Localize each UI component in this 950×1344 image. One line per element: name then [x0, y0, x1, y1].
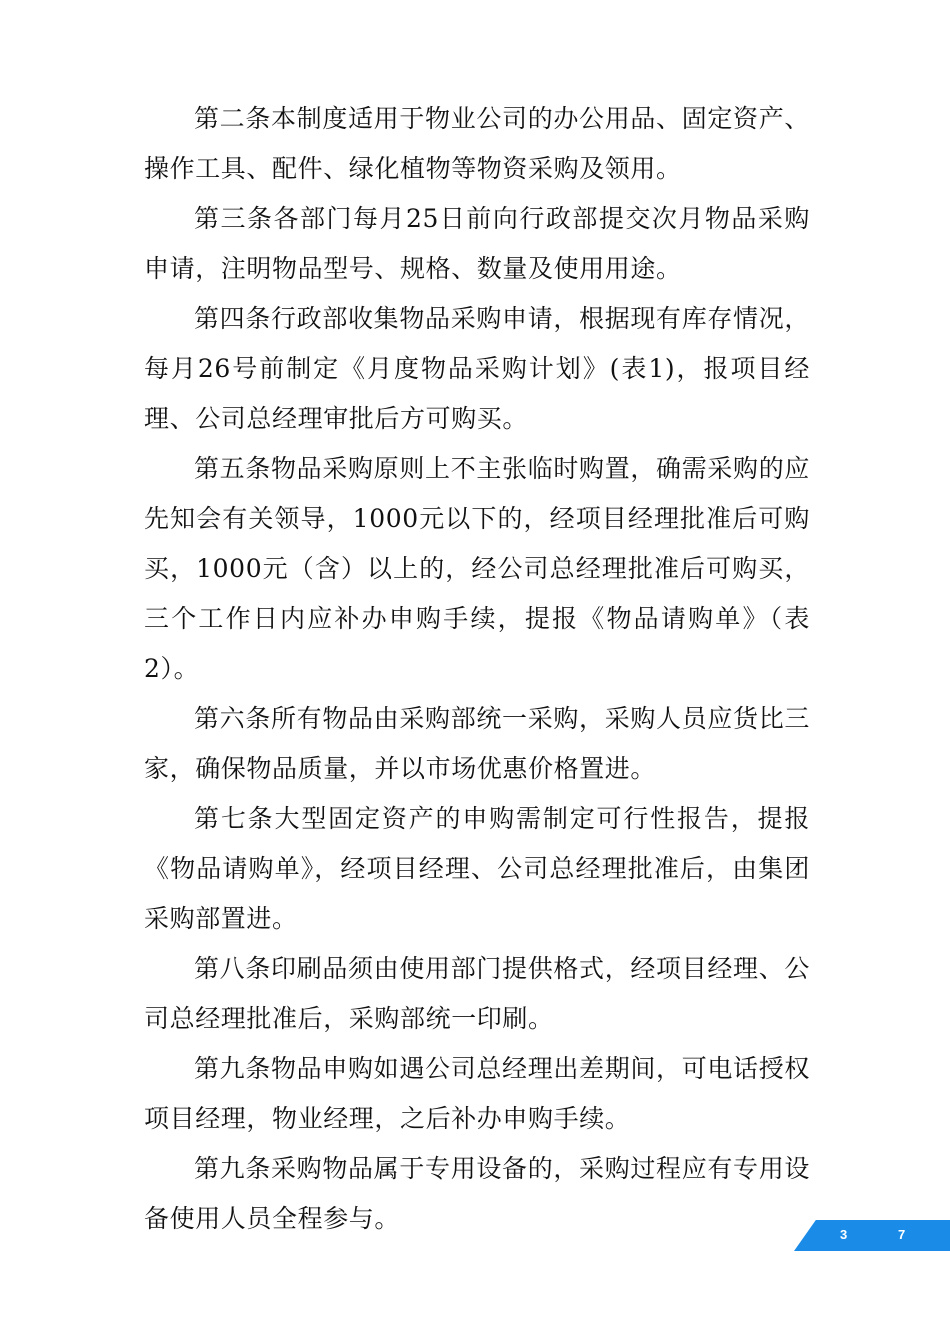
paragraph-article-2: 第二条本制度适用于物业公司的办公用品、固定资产、操作工具、配件、绿化植物等物资采购及领用。	[144, 104, 810, 183]
paragraph-article-6: 第六条所有物品由采购部统一采购，采购人员应货比三家，确保物品质量，并以市场优惠价格置进。	[144, 704, 810, 783]
paragraph-article-3: 第三条各部门每月25日前向行政部提交次月物品采购申请，注明物品型号、规格、数量及使用用途。	[144, 204, 810, 283]
paragraph-article-8: 第八条印刷品须由使用部门提供格式，经项目经理、公司总经理批准后，采购部统一印刷。	[144, 954, 810, 1033]
page-number-tab	[794, 1220, 950, 1251]
page-number-current: 3	[840, 1227, 848, 1242]
paragraph-article-5: 第五条物品采购原则上不主张临时购置，确需采购的应先知会有关领导，1000元以下的，经项目经理批准后可购买，1000元（含）以上的，经公司总经理批准后可购买，三个工作日内应补办申购手续，提报《物品请购单》（表2）。	[144, 454, 810, 683]
paragraph-article-4: 第四条行政部收集物品采购申请，根据现有库存情况，每月26号前制定《月度物品采购计划》(表1)，报项目经理、公司总经理审批后方可购买。	[144, 304, 810, 433]
page-number-total: 7	[898, 1227, 906, 1242]
paragraph-article-9a: 第九条物品申购如遇公司总经理出差期间，可电话授权项目经理，物业经理，之后补办申购手续。	[144, 1054, 810, 1133]
document-body	[144, 94, 810, 1244]
paragraph-article-7: 第七条大型固定资产的申购需制定可行性报告，提报《物品请购单》，经项目经理、公司总经理批准后，由集团采购部置进。	[144, 804, 810, 933]
paragraph-article-9b: 第九条采购物品属于专用设备的，采购过程应有专用设备使用人员全程参与。	[144, 1154, 810, 1233]
